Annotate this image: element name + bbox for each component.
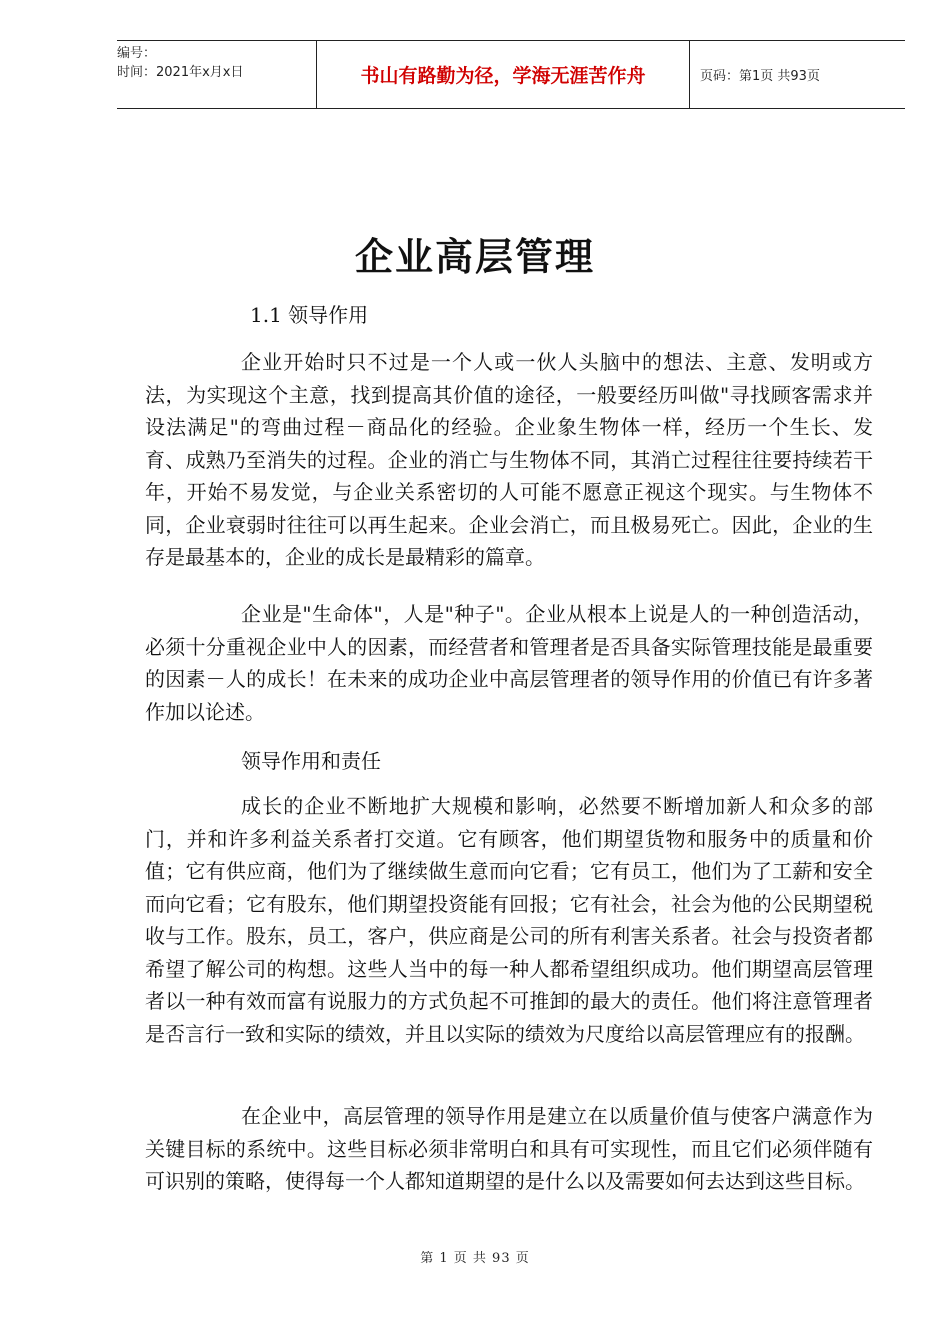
subheading: 领导作用和责任 xyxy=(241,749,381,773)
paragraph-2: 企业是"生命体"，人是"种子"。企业从根本上说是人的一种创造活动，必须十分重视企业中人的因素，而经营者和管理者是否具备实际管理技能是最重要的因素－人的成长！在未来的成功企业中高层管理者的领导作用的价值已有许多著作加以论述。 xyxy=(145,602,873,724)
paragraph-1: 企业开始时只不过是一个人或一伙人头脑中的想法、主意、发明或方法，为实现这个主意，找到提高其价值的途径，一般要经历叫做"寻找顾客需求并设法满足"的弯曲过程－商品化的经验。企业象生物体一样，经历一个生长、发育、成熟乃至消失的过程。企业的消亡与生物体不同，其消亡过程往往要持续若干年，开始不易发觉，与企业关系密切的人可能不愿意正视这个现实。与生物体不同，企业衰弱时往往可以再生起来。企业会消亡，而且极易死亡。因此，企业的生存是最基本的，企业的成长是最精彩的篇章。 xyxy=(145,350,873,569)
paragraph-4: 在企业中，高层管理的领导作用是建立在以质量价值与使客户满意作为关键目标的系统中。这些目标必须非常明白和具有可实现性，而且它们必须伴随有可识别的策略，使得每一个人都知道期望的是什么以及需要如何去达到这些目标。 xyxy=(145,1104,873,1193)
header-motto: 书山有路勤为径，学海无涯苦作舟 xyxy=(316,41,690,108)
document-title: 企业高层管理 xyxy=(354,235,595,279)
paragraph-3: 成长的企业不断地扩大规模和影响，必然要不断增加新人和众多的部门，并和许多利益关系者打交道。它有顾客，他们期望货物和服务中的质量和价值；它有供应商，他们为了继续做生意而向它看；它有员工，他们为了工薪和安全而向它看；它有股东，他们期望投资能有回报；它有社会，社会为他的公民期望税收与工作。股东，员工，客户，供应商是公司的所有利害关系者。社会与投资者都希望了解公司的构想。这些人当中的每一种人都希望组织成功。他们期望高层管理者以一种有效而富有说服力的方式负起不可推卸的最大的责任。他们将注意管理者是否言行一致和实际的绩效，并且以实际的绩效为尺度给以高层管理应有的报酬。 xyxy=(145,794,873,1046)
header-page-info: 页码：第1页 共93页 xyxy=(700,69,820,84)
number-label: 编号： xyxy=(117,46,157,61)
page-header xyxy=(117,40,905,109)
header-meta xyxy=(117,41,316,108)
page-footer: 第 1 页 共 93 页 xyxy=(420,1251,530,1266)
time-label: 时间：2021年x月x日 xyxy=(117,65,244,80)
section-heading: 1.1 领导作用 xyxy=(250,303,369,327)
